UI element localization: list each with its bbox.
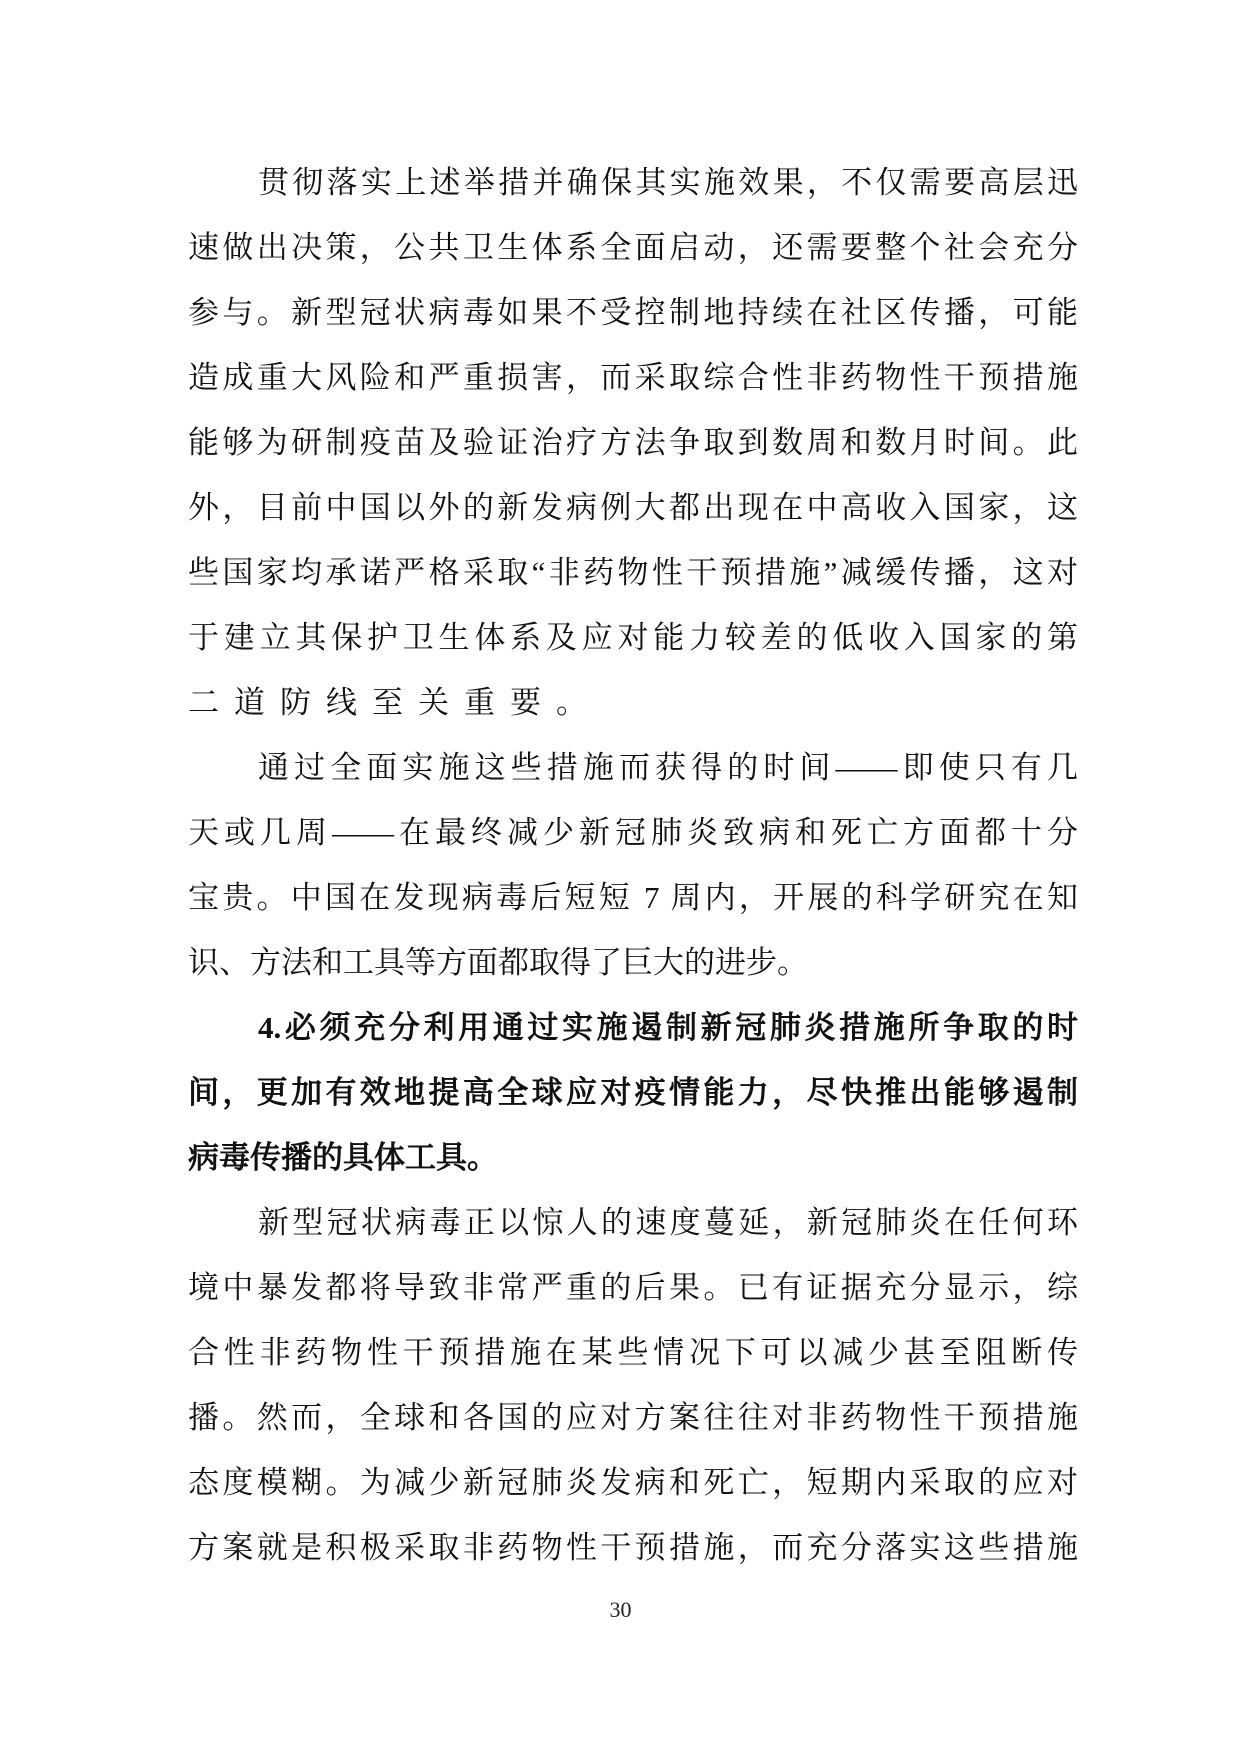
text-line: 贯彻落实上述举措并确保其实施效果，不仅需要高层迅 <box>258 165 1078 200</box>
text-line: 新型冠状病毒正以惊人的速度蔓延，新冠肺炎在任何环 <box>258 1205 1078 1240</box>
text-line: 通过全面实施这些措施而获得的时间——即使只有几 <box>258 750 1078 785</box>
text-line: 能够为研制疫苗及验证治疗方法争取到数周和数月时间。此 <box>188 425 1078 460</box>
text-line: 参与。新型冠状病毒如果不受控制地持续在社区传播，可能 <box>188 295 1078 330</box>
text-line: 播。然而，全球和各国的应对方案往往对非药物性干预措施 <box>188 1400 1078 1435</box>
page-number: 30 <box>609 1597 632 1622</box>
text-line: 外，目前中国以外的新发病例大都出现在中高收入国家，这 <box>188 490 1078 525</box>
text-line: 境中暴发都将导致非常严重的后果。已有证据充分显示，综 <box>188 1270 1078 1305</box>
text-line: 些国家均承诺严格采取“非药物性干预措施”减缓传播，这对 <box>188 555 1078 590</box>
text-line: 宝贵。中国在发现病毒后短短 7 周内，开展的科学研究在知 <box>188 880 1078 915</box>
text-line: 造成重大风险和严重损害，而采取综合性非药物性干预措施 <box>188 360 1078 395</box>
text-line: 态度模糊。为减少新冠肺炎发病和死亡，短期内采取的应对 <box>188 1465 1078 1500</box>
document-text <box>188 150 1078 1580</box>
text-line: 二道防线至关重要。 <box>188 685 602 720</box>
text-line: 方案就是积极采取非药物性干预措施，而充分落实这些措施 <box>188 1530 1078 1565</box>
text-line: 合性非药物性干预措施在某些情况下可以减少甚至阻断传 <box>188 1335 1078 1370</box>
text-line: 天或几周——在最终减少新冠肺炎致病和死亡方面都十分 <box>188 815 1078 850</box>
text-line: 识、方法和工具等方面都取得了巨大的进步。 <box>188 945 808 980</box>
text-line: 间，更加有效地提高全球应对疫情能力，尽快推出能够遏制 <box>188 1075 1078 1110</box>
text-line: 病毒传播的具体工具。 <box>188 1140 498 1175</box>
text-line: 于建立其保护卫生体系及应对能力较差的低收入国家的第 <box>188 620 1078 655</box>
text-line: 4.必须充分利用通过实施遏制新冠肺炎措施所争取的时 <box>258 1010 1078 1045</box>
text-line: 速做出决策，公共卫生体系全面启动，还需要整个社会充分 <box>188 230 1078 265</box>
